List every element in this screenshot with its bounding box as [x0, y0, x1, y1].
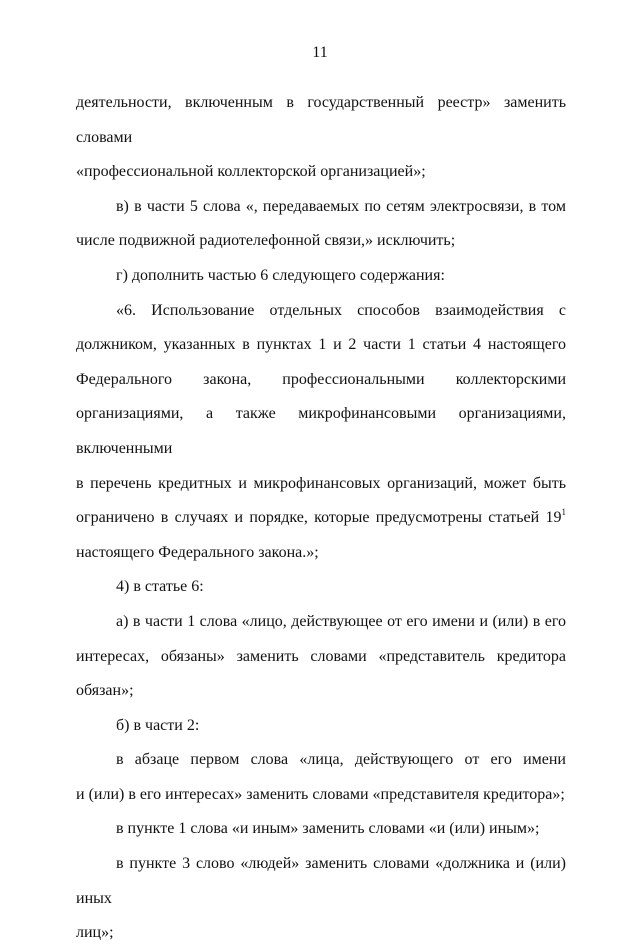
text-line: и (или) в его интересах» заменить словами «представителя кредитора»; — [76, 785, 565, 803]
superscript: 1 — [561, 507, 566, 518]
text-line — [76, 501, 566, 536]
paragraph — [76, 605, 566, 709]
text-line: деятельности, включенным в государственный реестр» заменить словами — [76, 94, 566, 146]
paragraph — [76, 743, 566, 812]
paragraph — [76, 709, 566, 744]
paragraph — [76, 570, 566, 605]
text-line: 4) в статье 6: — [116, 578, 204, 596]
paragraph — [76, 294, 566, 571]
text-line: а) в части 1 слова «лицо, действующее от его имени и (или) в его — [116, 612, 566, 630]
page-number: 11 — [312, 44, 328, 61]
text-line: Федерального закона, профессиональными коллекторскими — [76, 370, 566, 388]
text-line: б) в части 2: — [116, 716, 200, 734]
text-run: ограничено в случаях и порядке, которые предусмотрены статьей 19 — [76, 509, 562, 527]
paragraph — [76, 86, 566, 190]
text-line: настоящего Федерального закона.»; — [76, 543, 319, 561]
paragraph — [76, 190, 566, 259]
paragraph — [76, 259, 566, 294]
text-line: организациями, а также микрофинансовыми организациями, включенными — [76, 405, 566, 457]
text-line: в пункте 1 слова «и иным» заменить словами «и (или) иным»; — [116, 820, 540, 838]
text-line: «профессиональной коллекторской организацией»; — [76, 163, 426, 181]
text-line: в пункте 3 слово «людей» заменить словами «должника и (или) иных — [76, 855, 566, 907]
text-line: г) дополнить частью 6 следующего содержания: — [116, 266, 445, 284]
paragraph — [76, 812, 566, 847]
paragraph — [76, 847, 566, 951]
text-line: в перечень кредитных и микрофинансовых организаций, может быть — [76, 474, 566, 492]
text-line: должником, указанных в пунктах 1 и 2 части 1 статьи 4 настоящего — [76, 336, 566, 354]
text-line: в абзаце первом слова «лица, действующего от его имени — [116, 751, 566, 769]
text-line: в) в части 5 слова «, передаваемых по сетям электросвязи, в том — [116, 197, 566, 215]
text-line: интересах, обязаны» заменить словами «представитель кредитора обязан»; — [76, 647, 566, 700]
text-line: лиц»; — [76, 924, 114, 942]
text-line: «6. Использование отдельных способов взаимодействия с — [116, 301, 566, 319]
text-line: числе подвижной радиотелефонной связи,» исключить; — [76, 232, 456, 250]
document-body — [76, 86, 566, 951]
